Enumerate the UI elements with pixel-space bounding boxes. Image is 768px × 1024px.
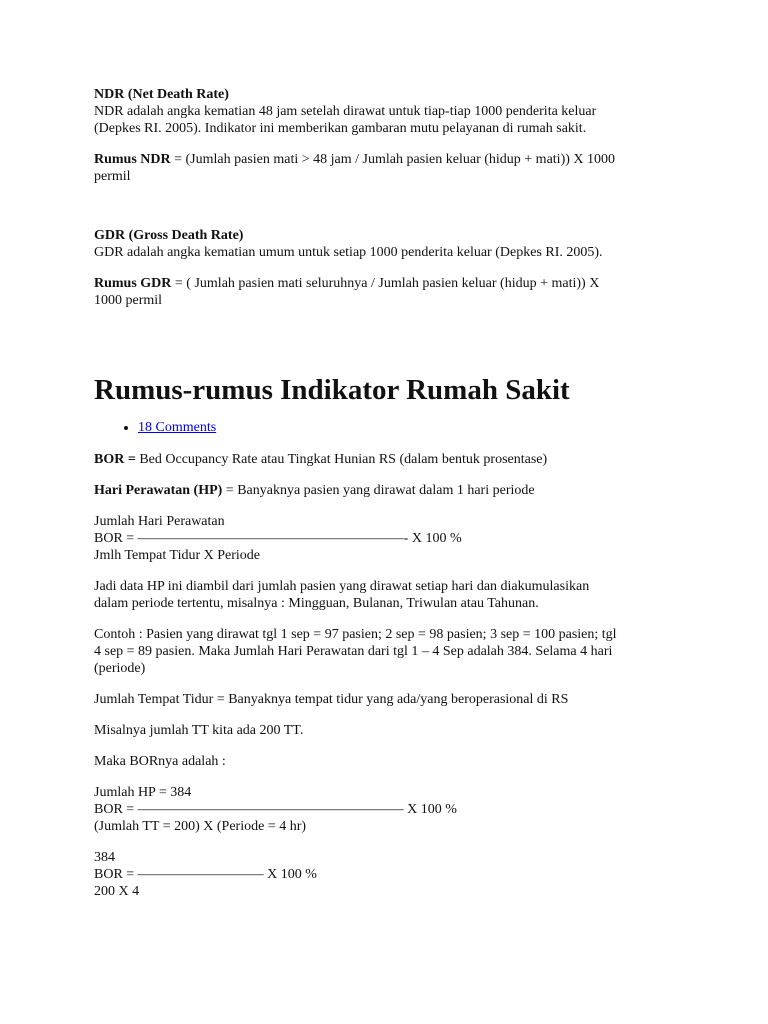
ndr-formula-label: Rumus NDR [94, 152, 171, 167]
bor-formula-values [94, 784, 674, 835]
explanation-paragraph: Jadi data HP ini diambil dari jumlah pasien yang dirawat setiap hari dan diakumulasikan dalam periode tertentu, misalnya : Mingguan, Bulanan, Triwulan atau Tahunan. [94, 579, 590, 611]
section-gap [94, 309, 674, 373]
formula-line: BOR = ———————————————————- X 100 % [94, 531, 462, 546]
article-title: Rumus-rumus Indikator Rumah Sakit [94, 374, 570, 406]
article-meta [94, 419, 674, 437]
ndr-formula-text: = (Jumlah pasien mati > 48 jam / Jumlah pasien keluar (hidup + mati)) X 1000 [170, 152, 616, 167]
comments-link[interactable]: 18 Comments [138, 420, 217, 435]
formula-numerator: Jumlah HP = 384 [94, 785, 192, 800]
comments-item [138, 419, 674, 437]
ndr-description [94, 103, 674, 137]
tt-definition: Jumlah Tempat Tidur = Banyaknya tempat tidur yang ada/yang beroperasional di RS [94, 692, 569, 707]
gdr-section [94, 227, 674, 309]
ndr-formula-text: permil [94, 169, 131, 184]
ndr-desc-line: NDR adalah angka kematian 48 jam setelah dirawat untuk tiap-tiap 1000 penderita keluar [94, 104, 597, 119]
bor-intro: Maka BORnya adalah : [94, 754, 226, 769]
formula-numerator: 384 [94, 850, 115, 865]
hp-definition: Hari Perawatan (HP) = Banyaknya pasien yang dirawat dalam 1 hari periode [94, 483, 535, 498]
gdr-heading: GDR (Gross Death Rate) [94, 228, 244, 243]
formula-denominator: (Jumlah TT = 200) X (Periode = 4 hr) [94, 819, 307, 834]
example-paragraph: Contoh : Pasien yang dirawat tgl 1 sep = 97 pasien; 2 sep = 98 pasien; 3 sep = 100 pasien; tgl 4 sep = 89 pasien. Maka Jumlah Hari Perawatan dari tgl 1 – 4 Sep adalah 384. Selama 4 hari (periode) [94, 627, 617, 676]
section-gap [94, 185, 674, 227]
example-tt: Misalnya jumlah TT kita ada 200 TT. [94, 723, 304, 738]
formula-denominator: Jmlh Tempat Tidur X Periode [94, 548, 260, 563]
formula-numerator: Jumlah Hari Perawatan [94, 514, 225, 529]
ndr-heading: NDR (Net Death Rate) [94, 87, 229, 102]
formula-line: BOR = ——————————————————— X 100 % [94, 802, 457, 817]
formula-line: BOR = ————————— X 100 % [94, 867, 317, 882]
gdr-description: GDR adalah angka kematian umum untuk setiap 1000 penderita keluar (Depkes RI. 2005). [94, 245, 603, 260]
bor-formula-numbers [94, 849, 674, 900]
bor-definition: BOR = Bed Occupancy Rate atau Tingkat Hunian RS (dalam bentuk prosentase) [94, 452, 548, 467]
gdr-formula [94, 275, 674, 309]
ndr-desc-line: (Depkes RI. 2005). Indikator ini memberikan gambaran mutu pelayanan di rumah sakit. [94, 121, 587, 136]
gdr-formula-label: Rumus GDR [94, 276, 172, 291]
bor-formula-general [94, 513, 674, 564]
ndr-section [94, 86, 674, 185]
article [94, 373, 674, 900]
gdr-formula-text: = ( Jumlah pasien mati seluruhnya / Jumlah pasien keluar (hidup + mati)) X [171, 276, 600, 291]
ndr-formula [94, 151, 674, 185]
gdr-formula-text: 1000 permil [94, 293, 163, 308]
formula-denominator: 200 X 4 [94, 884, 140, 899]
